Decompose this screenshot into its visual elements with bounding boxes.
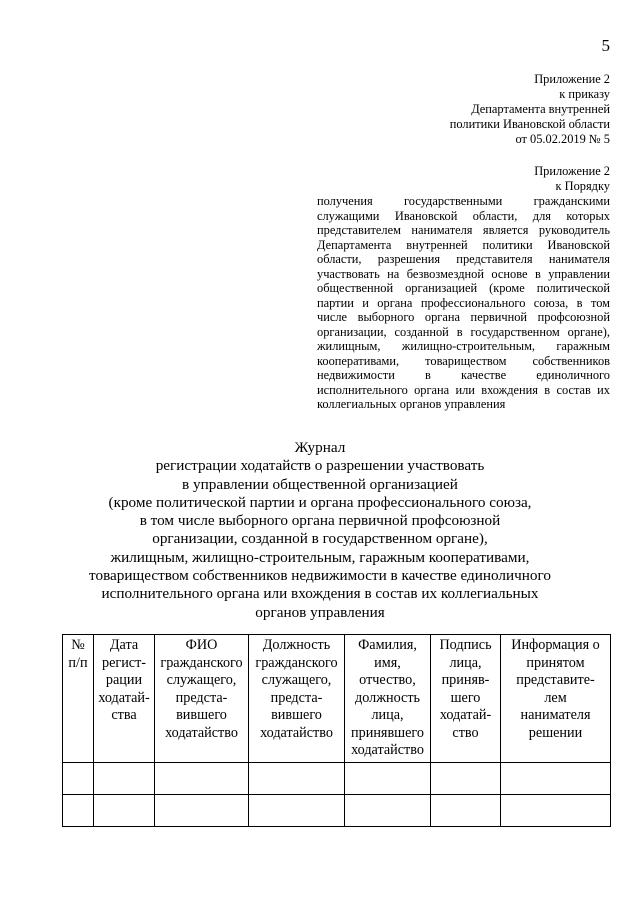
procedure-title-text <box>317 194 610 412</box>
table-cell <box>501 762 611 794</box>
procedure-text-line: организации, созданной в государственном органе), <box>317 324 610 339</box>
annex-order-line: Департамента внутренней <box>471 102 610 116</box>
table-cell <box>94 794 155 826</box>
annex-order-line: от 05.02.2019 № 5 <box>515 132 610 146</box>
annex-order-line: к приказу <box>559 87 610 101</box>
journal-title-line: организации, созданной в государственном органе), <box>152 530 488 548</box>
journal-title-line: регистрации ходатайств о разрешении участвовать <box>155 457 485 475</box>
procedure-text-line: недвижимости в качестве единоличного <box>317 368 610 382</box>
table-cell <box>345 762 431 794</box>
page-number: 5 <box>601 36 610 55</box>
journal-title-line: жилищным, жилищно-строительным, гаражным кооперативами, <box>110 548 530 566</box>
table-cell <box>249 794 345 826</box>
column-header-registration-date: Дата регист- рации ходатай- ства <box>94 635 155 763</box>
table-header-row <box>63 635 611 763</box>
journal-title-line: исполнительного органа или вхождения в состав их коллегиальных <box>101 585 539 603</box>
column-header-decision-info: Информация о принятом представите- лем нанимателя решении <box>501 635 611 763</box>
table-cell <box>63 794 94 826</box>
column-header-receiver-name: Фамилия, имя, отчество, должность лица, принявшего ходатайство <box>345 635 431 763</box>
annex-procedure-line: Приложение 2 <box>534 164 610 178</box>
procedure-text-line: числе выборного органа первичной профсоюзной <box>317 310 610 324</box>
annex-procedure-header <box>534 164 610 194</box>
procedure-text-line: Департамента внутренней политики Ивановской <box>317 237 610 252</box>
column-header-receiver-signature: Подпись лица, приняв- шего ходатай- ство <box>431 635 501 763</box>
annex-order-line: политики Ивановской области <box>449 117 610 131</box>
procedure-text-line: представителем нанимателя является руководитель <box>317 223 610 237</box>
procedure-text-line: исполнительного органа или вхождения в состав их <box>317 382 610 397</box>
procedure-text-line: служащими Ивановской области, для которых <box>317 208 610 223</box>
table-cell <box>249 762 345 794</box>
procedure-text-line: кооперативами, товариществом собственников <box>317 353 610 368</box>
table-cell <box>155 762 249 794</box>
journal-title-line: органов управления <box>255 603 385 621</box>
procedure-text-line: жилищным, жилищно-строительным, гаражным <box>317 339 610 353</box>
annex-order-header <box>450 72 610 147</box>
table-cell <box>501 794 611 826</box>
procedure-text-line: получения государственными гражданскими <box>317 194 610 208</box>
column-header-employee-name: ФИО гражданского служащего, предста- вившего ходатайство <box>155 635 249 763</box>
column-header-employee-position: Должность гражданского служащего, предста- вившего ходатайство <box>249 635 345 763</box>
journal-title-line: (кроме политической партии и органа профессионального союза, <box>108 493 532 511</box>
table-row <box>63 794 611 826</box>
table-cell <box>63 762 94 794</box>
table-row <box>63 762 611 794</box>
journal-title-line: в управлении общественной организацией <box>182 475 458 493</box>
annex-procedure-line: к Порядку <box>555 179 610 193</box>
journal-title-line: Журнал <box>294 439 346 456</box>
procedure-text-line: коллегиальных органов управления <box>317 397 506 411</box>
table-cell <box>431 794 501 826</box>
procedure-text-line: общественной организацией (кроме политической <box>317 281 610 295</box>
table-cell <box>431 762 501 794</box>
procedure-text-line: области, разрешения представителя нанимателя <box>317 252 610 266</box>
procedure-text-line: участвовать на безвозмездной основе в управлении <box>317 266 610 281</box>
journal-table <box>62 634 611 827</box>
procedure-text-line: партии и органа профессионального союза, в том <box>317 295 610 310</box>
table-cell <box>155 794 249 826</box>
column-header-number: № п/п <box>63 635 94 763</box>
journal-title-line: в том числе выборного органа первичной профсоюзной <box>139 512 501 530</box>
journal-title <box>0 439 640 622</box>
table-cell <box>345 794 431 826</box>
table-cell <box>94 762 155 794</box>
annex-order-line: Приложение 2 <box>534 72 610 86</box>
journal-title-line: товариществом собственников недвижимости в качестве единоличного <box>89 567 551 585</box>
